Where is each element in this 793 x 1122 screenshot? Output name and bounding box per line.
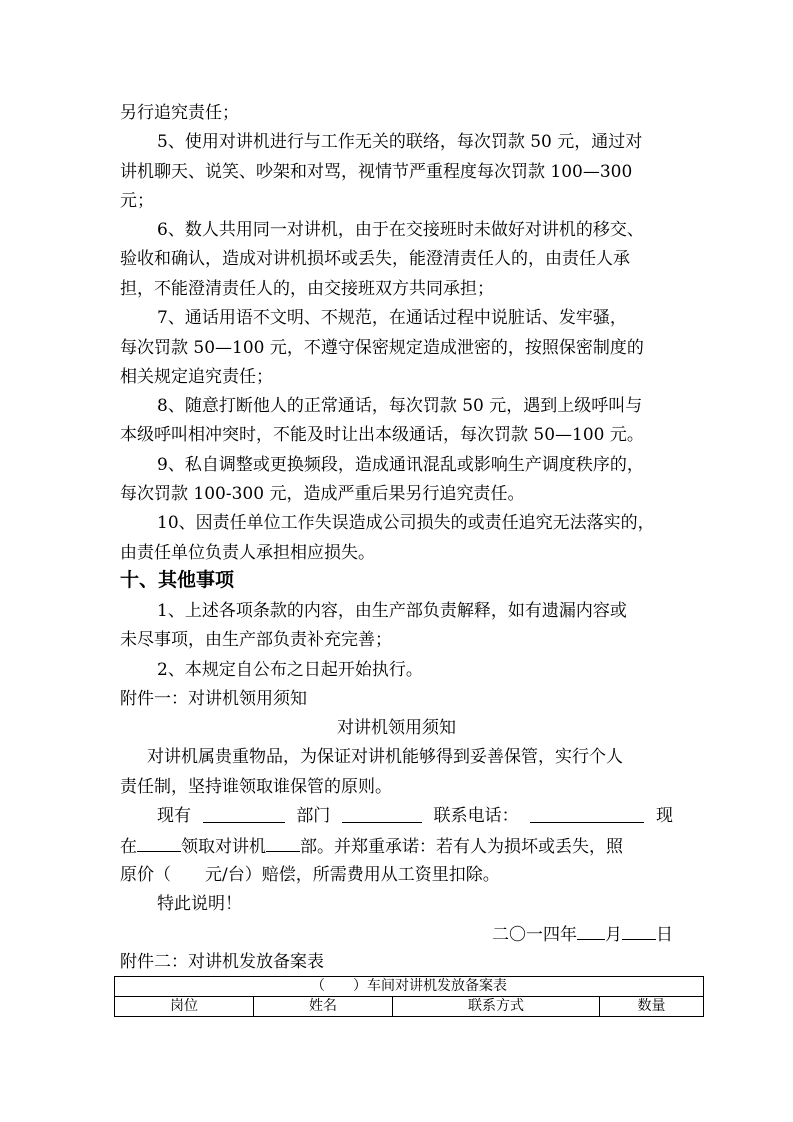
form-text: 部。并郑重承诺：若有人为损坏或丢失，照 [300, 837, 623, 857]
blank-phone [530, 805, 644, 823]
paragraph-line: 另行追究责任； [120, 103, 239, 123]
column-header-name: 姓名 [254, 997, 393, 1017]
table-header-row [115, 997, 704, 1017]
paragraph-line: 担，不能澄清责任人的，由交接班双方共同承担； [120, 279, 494, 299]
date-month: 月 [605, 925, 622, 945]
paragraph-line: 由责任单位负责人承担相应损失。 [120, 543, 375, 563]
form-line [157, 805, 673, 827]
blank-day [622, 922, 656, 940]
form-text: 部门 [296, 806, 331, 826]
paragraph-line: 1、上述各项条款的内容，由生产部负责解释，如有遗漏内容或 [157, 601, 627, 621]
attachment-label: 附件二：对讲机发放备案表 [120, 952, 324, 972]
section-heading: 十、其他事项 [120, 569, 235, 591]
table-title: （ ）车间对讲机发放备案表 [115, 977, 704, 997]
form-text: 元/台）赔偿，所需费用从工资里扣除。 [205, 865, 500, 885]
paragraph-line: 本级呼叫相冲突时，不能及时让出本级通话，每次罚款 50—100 元。 [120, 425, 644, 445]
blank-department [203, 805, 285, 823]
date-day: 日 [656, 925, 673, 945]
form-text: 领取对讲机 [181, 837, 266, 857]
paragraph-line: 5、使用对讲机进行与工作无关的联络，每次罚款 50 元，通过对 [157, 132, 643, 152]
paragraph-line: 元； [120, 191, 154, 211]
column-header-contact: 联系方式 [393, 997, 600, 1017]
paragraph-line: 10、因责任单位工作失误造成公司损失的或责任追究无法落实的， [157, 513, 655, 533]
paragraph-line: 相关规定追究责任； [120, 367, 273, 387]
paragraph-line: 6、数人共用同一对讲机，由于在交接班时未做好对讲机的移交、 [157, 220, 644, 240]
paragraph-line: 责任制，坚持谁领取谁保管的原则。 [120, 777, 392, 797]
paragraph-line: 未尽事项，由生产部负责补充完善； [120, 630, 392, 650]
blank-month [577, 922, 605, 940]
form-line [120, 834, 623, 858]
attachment-label: 附件一：对讲机领用须知 [120, 689, 307, 709]
form-line [120, 864, 500, 886]
blank-dept-name [342, 805, 422, 823]
form-text: 现 [655, 806, 673, 826]
form-text: 在 [120, 837, 137, 857]
paragraph-line: 每次罚款 100-300 元，造成严重后果另行追究责任。 [120, 484, 525, 504]
paragraph-line: 2、本规定自公布之日起开始执行。 [157, 660, 423, 680]
paragraph-line: 7、通话用语不文明、不规范，在通话过程中说脏话、发牢骚， [157, 308, 627, 328]
column-header-quantity: 数量 [600, 997, 704, 1017]
form-text: 原价（ [120, 865, 171, 885]
form-text: 现有 [157, 806, 191, 826]
paragraph-line: 对讲机属贵重物品，为保证对讲机能够得到妥善保管，实行个人 [147, 747, 623, 767]
paragraph-line: 讲机聊天、说笑、吵架和对骂，视情节严重程度每次罚款 100—300 [120, 162, 633, 182]
blank-time [137, 834, 181, 852]
paragraph-line: 8、随意打断他人的正常通话，每次罚款 50 元，遇到上级呼叫与 [157, 396, 643, 416]
table-title-row [115, 977, 704, 997]
paragraph-line: 验收和确认，造成对讲机损坏或丢失，能澄清责任人的，由责任人承 [120, 249, 630, 269]
form-text: 联系电话： [433, 806, 519, 826]
note-line: 特此说明！ [157, 894, 242, 914]
column-header-post: 岗位 [115, 997, 254, 1017]
paragraph-line: 每次罚款 50—100 元，不遵守保密规定造成泄密的，按照保密制度的 [120, 338, 644, 358]
date-year: 二〇一四年 [492, 925, 577, 945]
record-table [114, 976, 704, 1017]
attachment-title: 对讲机领用须知 [337, 718, 456, 738]
blank-count [266, 834, 300, 852]
paragraph-line: 9、私自调整或更换频段，造成通讯混乱或影响生产调度秩序的， [157, 455, 644, 475]
date-line [120, 922, 673, 946]
